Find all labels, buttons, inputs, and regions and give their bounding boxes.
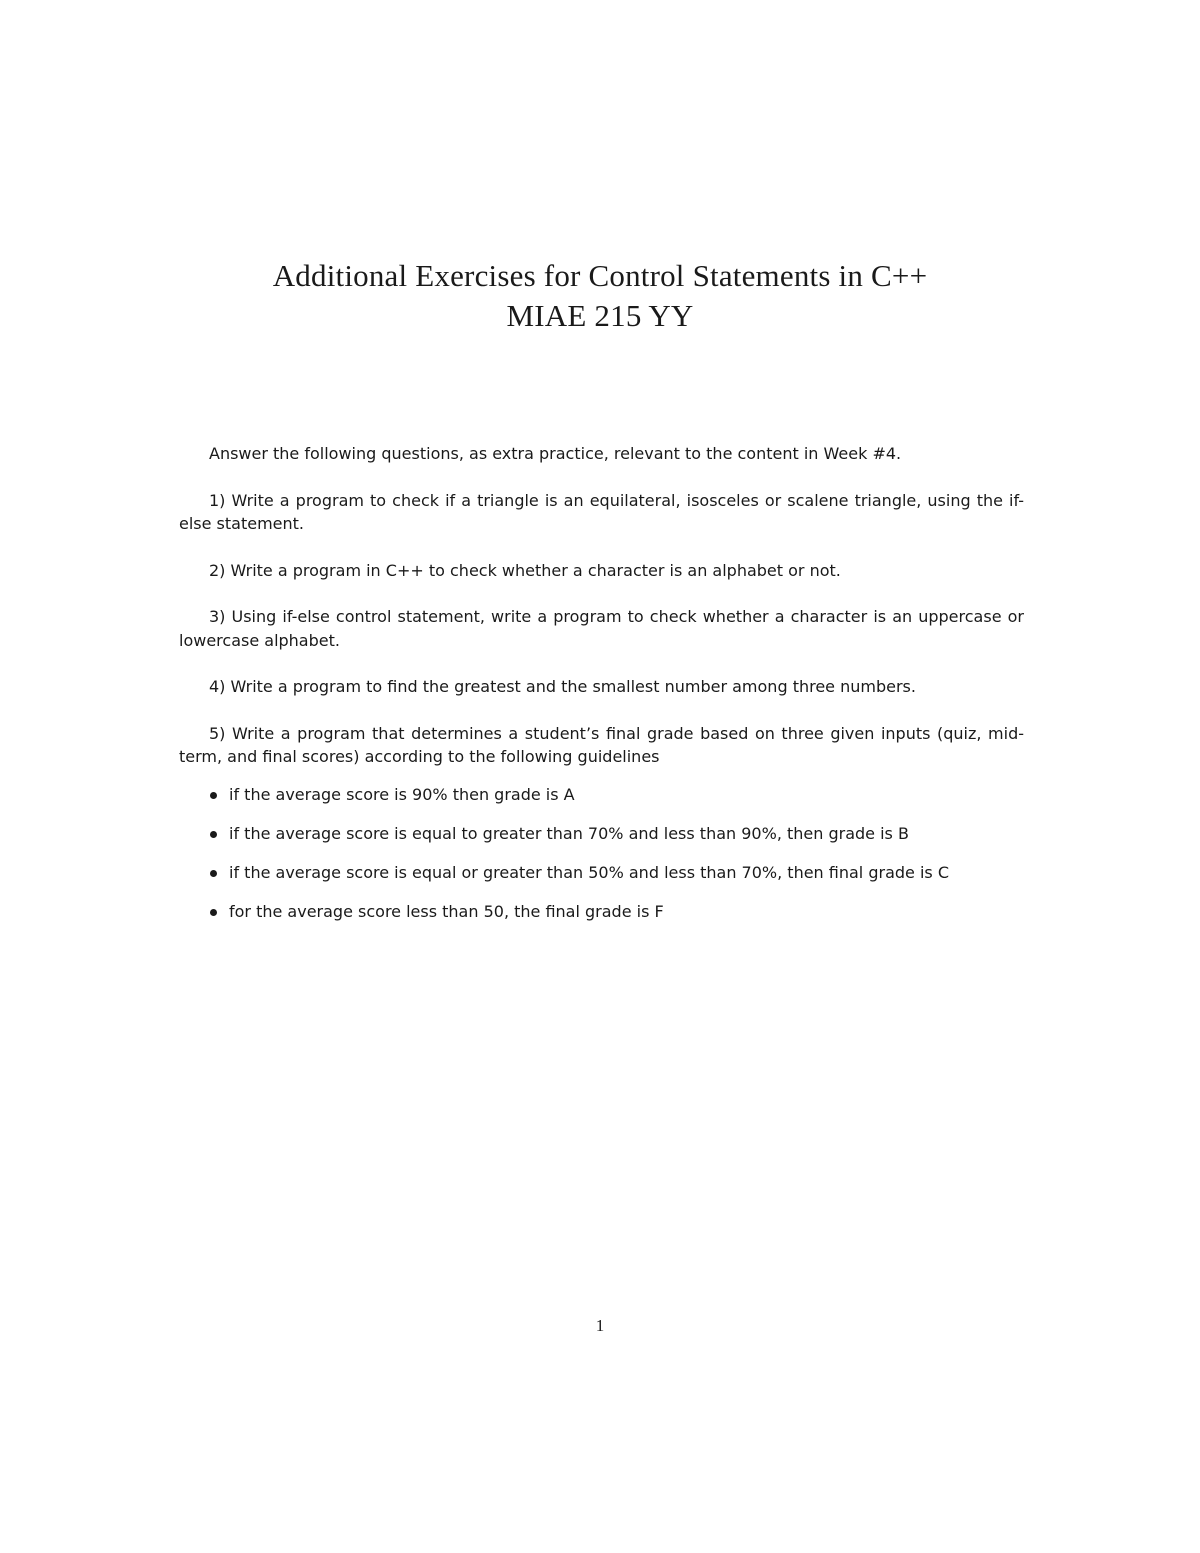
page-number: 1 xyxy=(595,1316,605,1335)
guideline-text: if the average score is equal to greater than 70% and less than 90%, then grade is B xyxy=(229,823,909,843)
bullet-icon xyxy=(210,792,217,799)
guideline-text: if the average score is equal or greater than 50% and less than 70%, then final grade is C xyxy=(229,862,949,882)
guideline-text: for the average score less than 50, the final grade is F xyxy=(229,901,664,921)
question-4: 4) Write a program to find the greatest and the smallest number among three numbers. xyxy=(209,677,916,696)
bullet-icon xyxy=(210,909,217,916)
bullet-icon xyxy=(210,870,217,877)
question-2: 2) Write a program in C++ to check whether a character is an alphabet or not. xyxy=(209,560,841,580)
guideline-text: if the average score is 90% then grade is A xyxy=(229,784,575,804)
question-5: 5) Write a program that determines a student’s final grade based on three given inputs (quiz, mid-term, and final scores) according to the following guidelines xyxy=(179,723,1024,766)
guideline-item xyxy=(179,900,1024,924)
document-title: Additional Exercises for Control Statements in C++ xyxy=(272,258,928,293)
intro-paragraph: Answer the following questions, as extra practice, relevant to the content in Week #4. xyxy=(209,444,902,463)
document-body xyxy=(179,442,1024,939)
bullet-icon xyxy=(210,831,217,838)
guideline-item xyxy=(179,861,1024,885)
guideline-item xyxy=(179,822,1024,846)
question-1: 1) Write a program to check if a triangle is an equilateral, isosceles or scalene triangle, using the if-else statement. xyxy=(179,490,1024,533)
grading-guidelines-list xyxy=(179,783,1024,924)
course-code: MIAE 215 YY xyxy=(506,298,694,333)
guideline-item xyxy=(179,783,1024,807)
question-3: 3) Using if-else control statement, write a program to check whether a character is an uppercase or lowercase alphabet. xyxy=(179,607,1024,650)
title-block xyxy=(0,256,1200,336)
